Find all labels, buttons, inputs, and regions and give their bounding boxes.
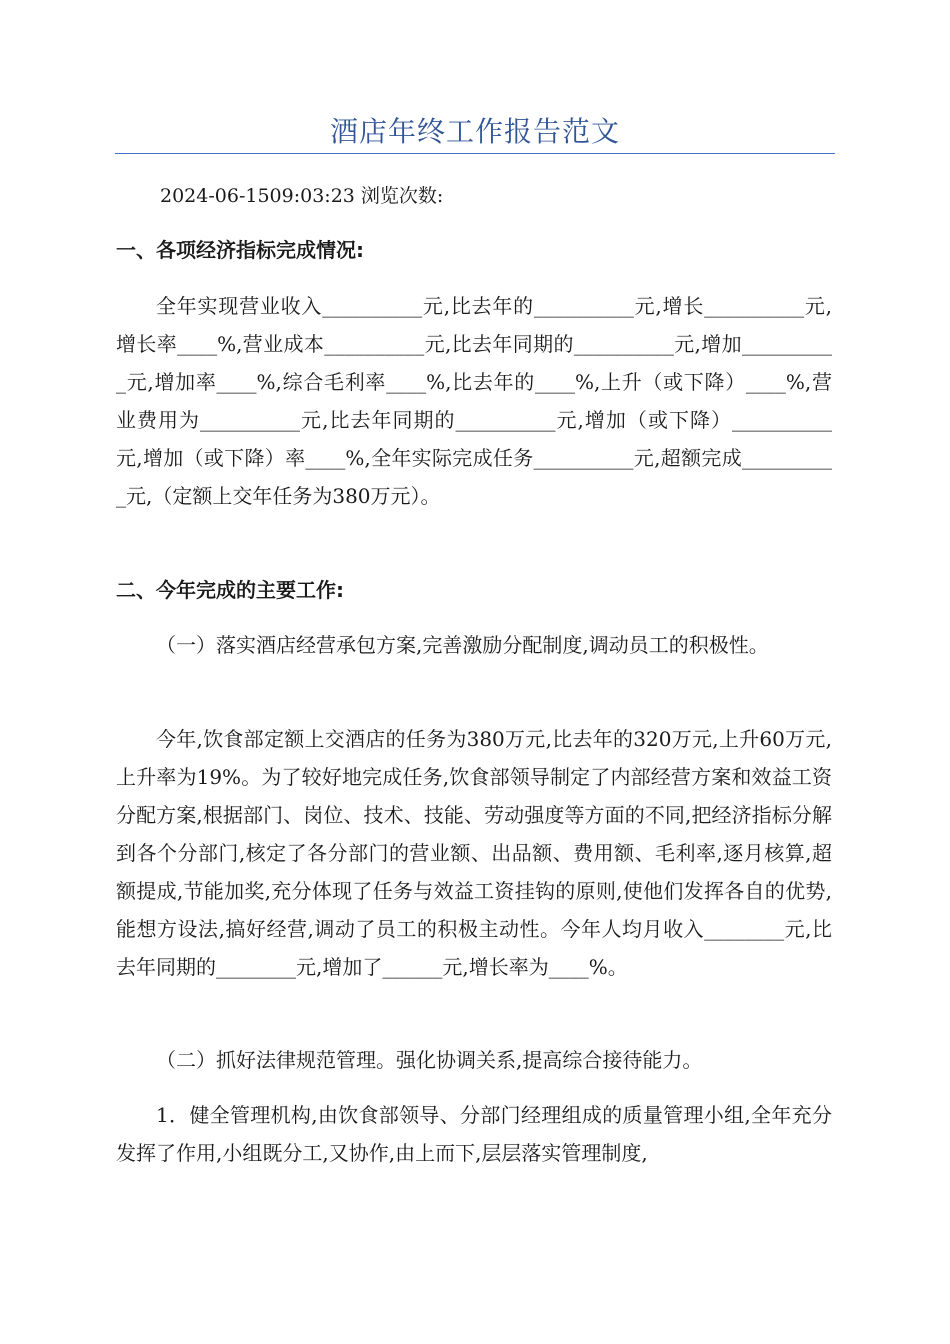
section-heading-1: 一、各项经济指标完成情况: bbox=[116, 238, 364, 262]
title-underline bbox=[115, 153, 835, 154]
paragraph-task: 今年,饮食部定额上交酒店的任务为380万元,比去年的320万元,上升60万元,上升率为19%。为了较好地完成任务,饮食部领导制定了内部经营方案和效益工资分配方案,根据部门、岗位、技术、技能、劳动强度等方面的不同,把经济指标分解到各个分部门,核定了各分部门的营业额、出品额、费用额、毛利率,逐月核算,超额提成,节能加奖,充分体现了任务与效益工资挂钩的原则,使他们发挥各自的优势,能想方设法,搞好经营,调动了员工的积极主动性。今年人均月收入________元,比去年同期的________元,增加了______元,增长率为____%。 bbox=[116, 727, 832, 979]
paragraph-indicators: 全年实现营业收入__________元,比去年的__________元,增长__________元,增长率____%,营业成本__________元,比去年同期的__________元,增加__________元,增加率____%,综合毛利率____%,比去年的____%,上升（或下降）____%,营业费用为__________元,比去年同期的__________元,增加（或下降）__________元,增加（或下降）率____%,全年实际完成任务__________元,超额完成__________元,（定额上交年任务为380万元）。 bbox=[116, 294, 832, 508]
paragraph-management: 1．健全管理机构,由饮食部领导、分部门经理组成的质量管理小组,全年充分发挥了作用,小组既分工,又协作,由上而下,层层落实管理制度, bbox=[116, 1103, 832, 1165]
subsection-heading-2: （二）抓好法律规范管理。强化协调关系,提高综合接待能力。 bbox=[156, 1048, 703, 1072]
page-title: 酒店年终工作报告范文 bbox=[329, 115, 620, 148]
section-heading-2: 二、今年完成的主要工作: bbox=[116, 578, 344, 602]
subsection-heading-1: （一）落实酒店经营承包方案,完善激励分配制度,调动员工的积极性。 bbox=[156, 633, 769, 657]
publish-meta: 2024-06-1509:03:23 浏览次数: bbox=[160, 185, 444, 207]
